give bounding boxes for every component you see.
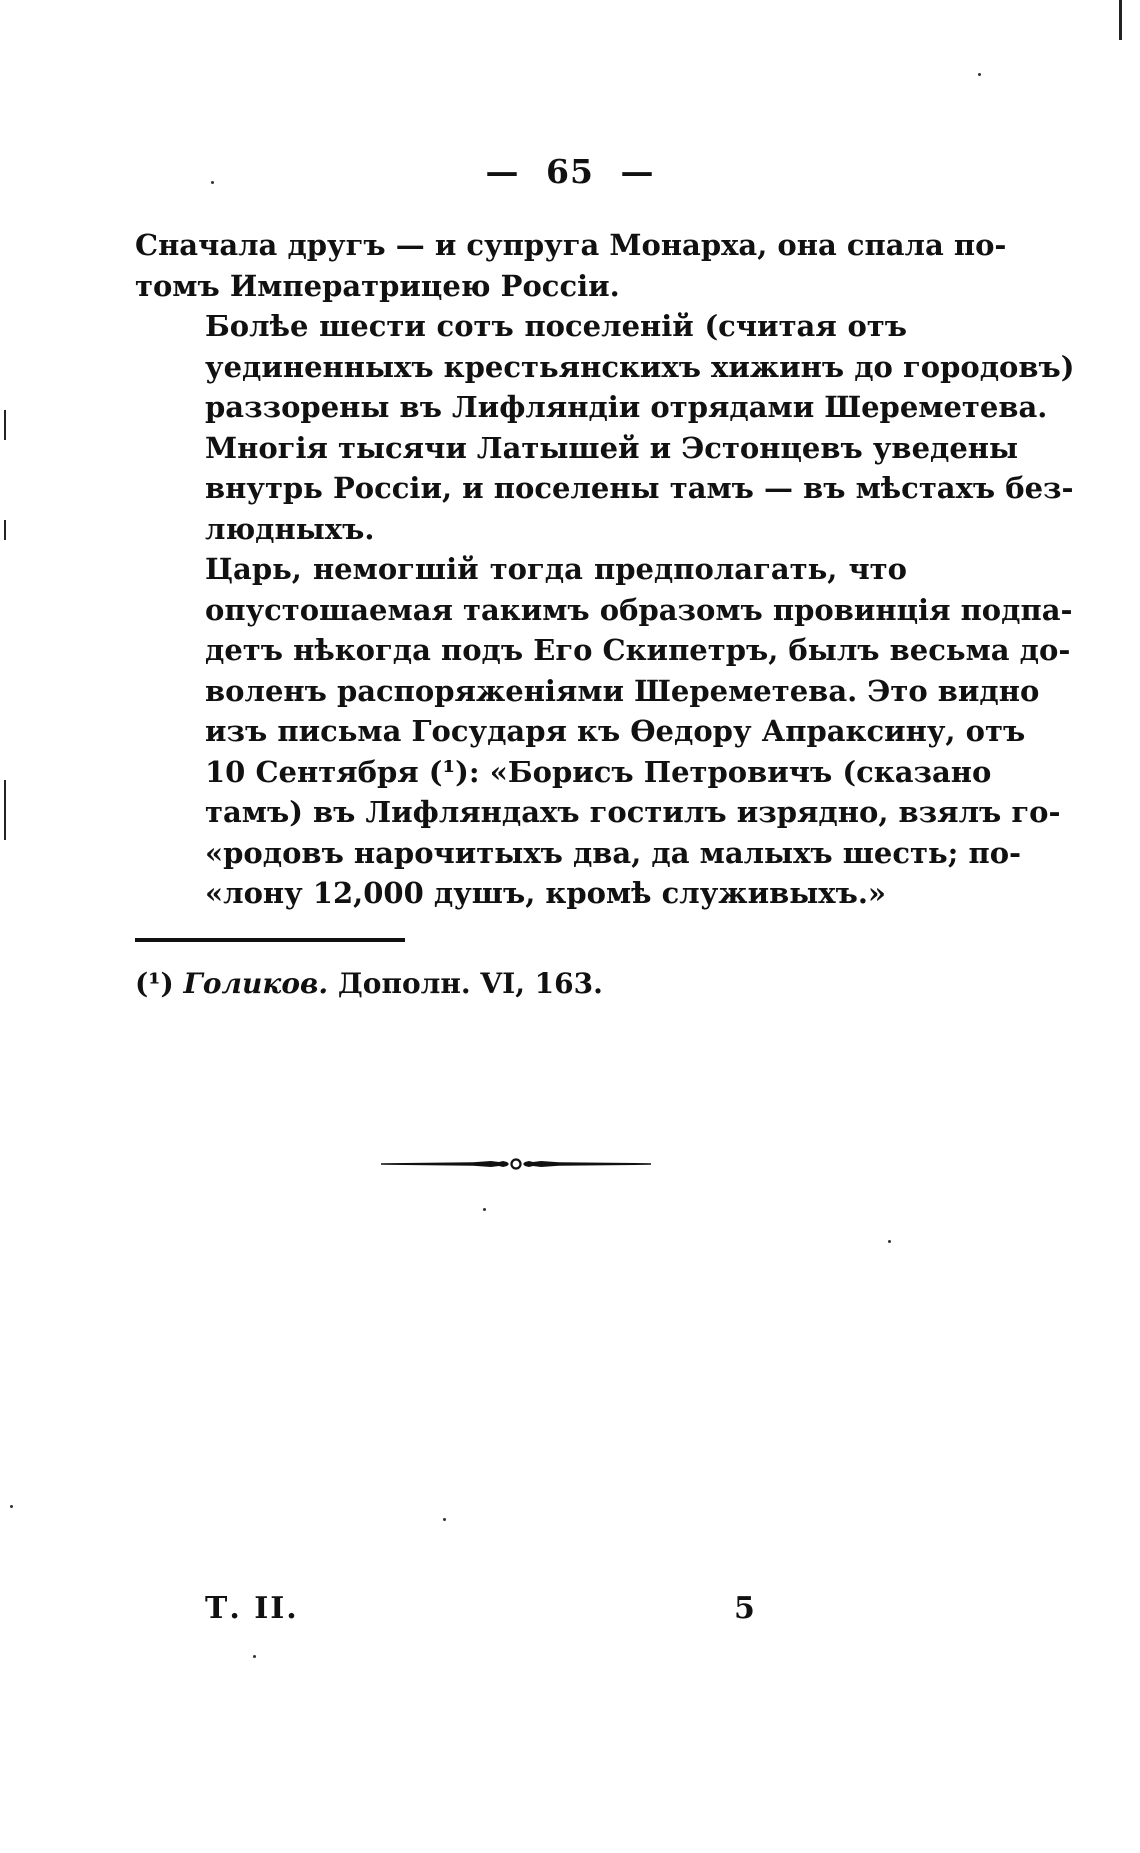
text-line: Многія тысячи Латышей и Эстонцевъ уведены <box>205 430 1019 465</box>
paragraph-3 <box>135 549 1073 914</box>
page-number-dash-left: — <box>485 152 520 191</box>
footnote-author: Голиков. <box>183 967 329 1000</box>
text-line: Царь, немогшій тогда предполагать, что <box>205 552 907 586</box>
text-line: людныхъ. <box>205 511 375 546</box>
text-line: внутрь Россіи, и поселены тамъ — въ мѣстахъ без- <box>205 471 1074 505</box>
paragraph-1 <box>135 225 1007 306</box>
text-line: раззорены въ Лифляндіи отрядами Шереметева. <box>205 390 1048 424</box>
sheet-number: 5 <box>734 1591 755 1626</box>
print-speck <box>443 1518 446 1521</box>
scan-edge-mark <box>4 520 6 540</box>
text-line: детъ нѣкогда подъ Его Скипетръ, былъ весьма до- <box>205 633 1071 667</box>
print-speck <box>10 1505 13 1508</box>
print-speck <box>253 1655 256 1658</box>
text-line: воленъ распоряженіями Шереметева. Это видно <box>205 673 1040 708</box>
page-number <box>0 152 1140 191</box>
text-line: уединенныхъ крестьянскихъ хижинъ до городовъ) <box>205 349 1075 384</box>
text-line: «родовъ нарочитыхъ два, да малыхъ шесть; по- <box>205 835 1022 870</box>
footnote-marker: (¹) <box>135 967 174 1000</box>
text-line: опустошаемая такимъ образомъ провинція подпа- <box>205 592 1073 627</box>
signature-mark: Т. II. <box>205 1591 299 1626</box>
print-speck <box>978 73 981 76</box>
text-line: Сначала другъ — и супруга Монарха, она спала по- <box>135 228 1007 262</box>
text-line: 10 Сентября (¹): «Борисъ Петровичъ (сказано <box>205 754 992 789</box>
print-speck <box>483 1208 486 1211</box>
scan-edge-mark <box>4 780 6 840</box>
scan-edge-mark <box>4 410 6 440</box>
footnote-separator <box>135 938 405 942</box>
ornament-divider-icon <box>381 1155 651 1173</box>
text-line: Болѣе шести сотъ поселеній (считая отъ <box>205 309 907 343</box>
page-number-dash-right: — <box>620 152 655 191</box>
body-text <box>135 225 1075 914</box>
print-speck <box>888 1240 891 1243</box>
text-line: изъ письма Государя къ Ѳедору Апраксину, отъ <box>205 714 1026 748</box>
scan-edge-mark <box>1119 0 1122 40</box>
text-line: томъ Императрицею Россіи. <box>135 268 620 303</box>
text-line: «лону 12,000 душъ, кромѣ служивыхъ.» <box>205 876 887 910</box>
page-number-value: 65 <box>546 152 594 191</box>
footnote <box>135 967 603 1000</box>
text-line: тамъ) въ Лифляндахъ гостилъ изрядно, взялъ го- <box>205 795 1061 829</box>
footnote-reference: Дополн. VI, 163. <box>337 967 603 1000</box>
paragraph-2 <box>135 306 1075 549</box>
